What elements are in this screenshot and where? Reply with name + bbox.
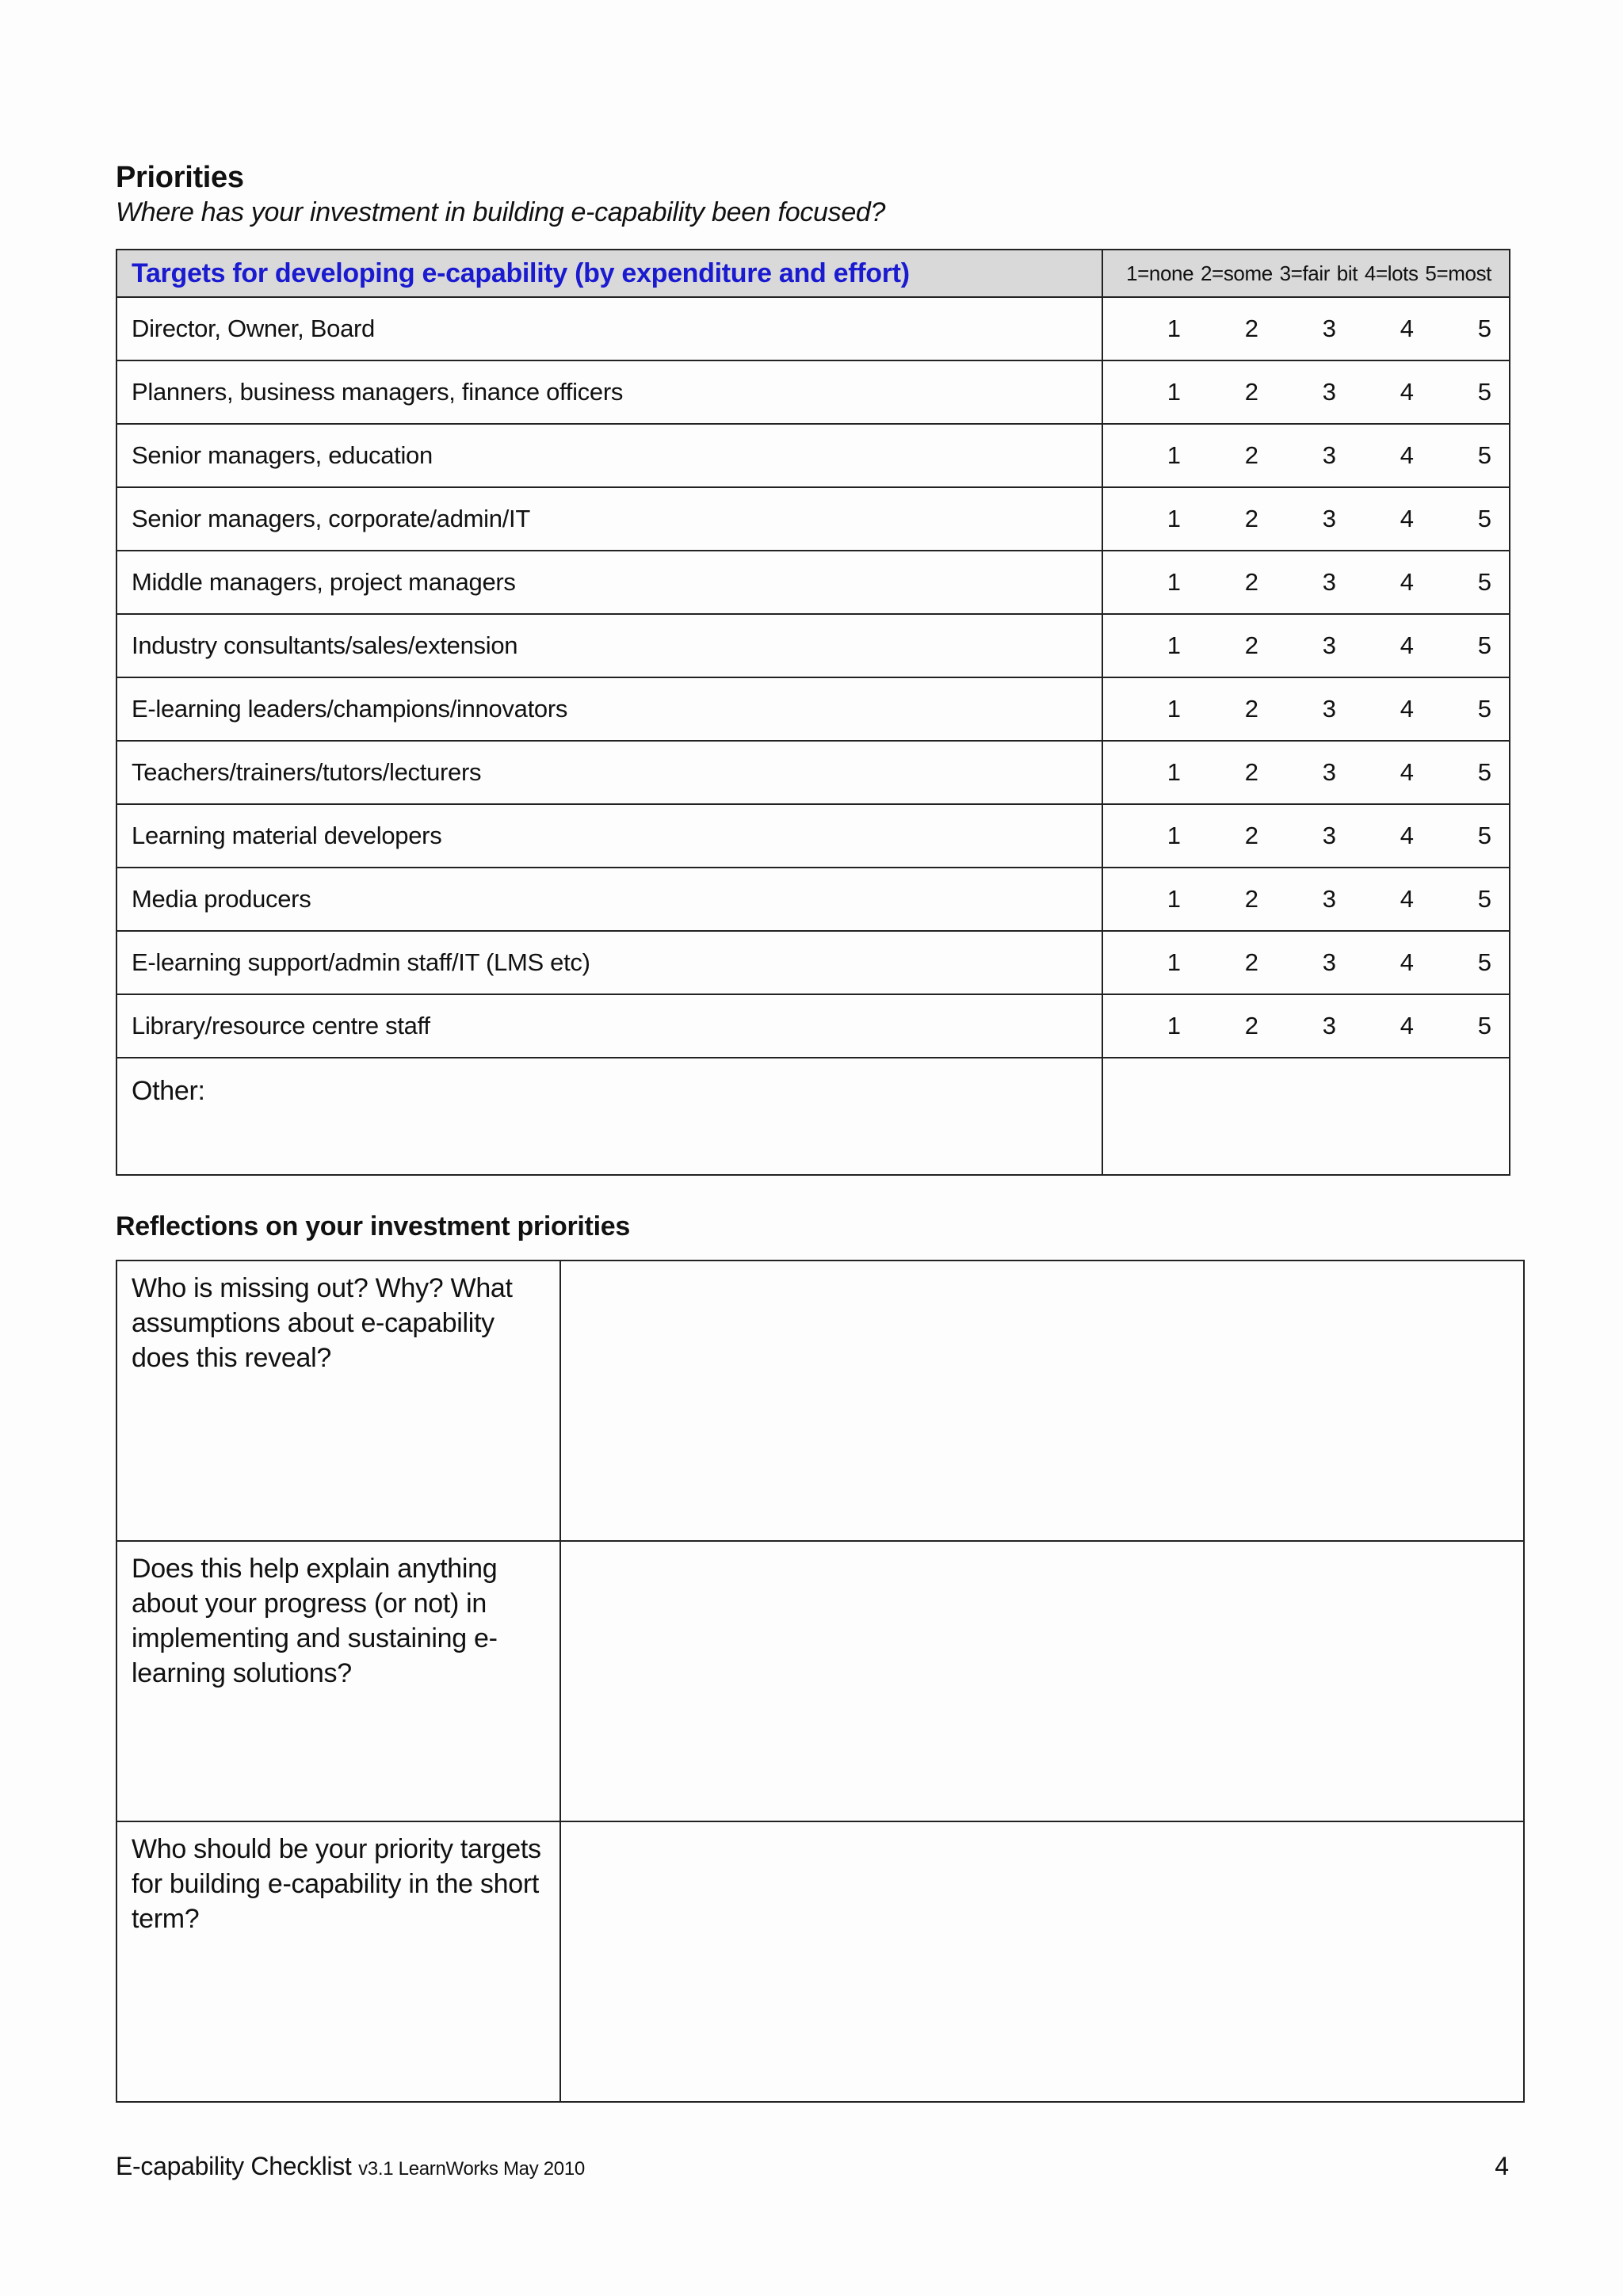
- rating-scale: [1102, 424, 1510, 487]
- other-row: [116, 1058, 1510, 1175]
- rating-scale: [1102, 931, 1510, 994]
- rating-option-3[interactable]: 3: [1322, 695, 1336, 723]
- rating-option-1[interactable]: 1: [1167, 505, 1181, 532]
- rating-option-3[interactable]: 3: [1322, 568, 1336, 596]
- rating-scale: [1102, 297, 1510, 360]
- section-title: Priorities: [116, 161, 244, 194]
- rating-option-5[interactable]: 5: [1477, 378, 1491, 406]
- reflection-row: [116, 1541, 1524, 1821]
- target-row: [116, 677, 1510, 741]
- target-row: [116, 297, 1510, 360]
- rating-option-5[interactable]: 5: [1477, 1012, 1491, 1039]
- other-input-cell[interactable]: [1102, 1058, 1510, 1175]
- rating-option-1[interactable]: 1: [1167, 1012, 1181, 1039]
- rating-option-4[interactable]: 4: [1400, 822, 1414, 849]
- rating-option-5[interactable]: 5: [1477, 758, 1491, 786]
- rating-option-2[interactable]: 2: [1244, 378, 1258, 406]
- target-row-label: E-learning leaders/champions/innovators: [116, 677, 1102, 741]
- rating-option-2[interactable]: 2: [1244, 568, 1258, 596]
- rating-option-5[interactable]: 5: [1477, 822, 1491, 849]
- reflections-table-body: [116, 1261, 1524, 2102]
- targets-header-title: Targets for developing e-capability (by expenditure and effort): [132, 257, 910, 288]
- target-row-label: Teachers/trainers/tutors/lecturers: [116, 741, 1102, 804]
- target-row-label: Media producers: [116, 868, 1102, 931]
- rating-option-1[interactable]: 1: [1167, 378, 1181, 406]
- rating-option-1[interactable]: 1: [1167, 695, 1181, 723]
- target-row: [116, 994, 1510, 1058]
- reflection-question: Who should be your priority targets for building e-capability in the short term?: [116, 1821, 560, 2102]
- rating-option-1[interactable]: 1: [1167, 885, 1181, 913]
- rating-option-4[interactable]: 4: [1400, 441, 1414, 469]
- rating-option-2[interactable]: 2: [1244, 758, 1258, 786]
- rating-option-1[interactable]: 1: [1167, 315, 1181, 342]
- target-row-label: Library/resource centre staff: [116, 994, 1102, 1058]
- reflection-question: Does this help explain anything about your progress (or not) in implementing and sustaining e-learning solutions?: [116, 1541, 560, 1821]
- targets-table-body: [116, 297, 1510, 1058]
- rating-option-5[interactable]: 5: [1477, 568, 1491, 596]
- rating-option-1[interactable]: 1: [1167, 948, 1181, 976]
- rating-option-3[interactable]: 3: [1322, 505, 1336, 532]
- targets-table: [116, 249, 1510, 1176]
- reflections-title: Reflections on your investment priorities: [116, 1211, 630, 1241]
- rating-option-1[interactable]: 1: [1167, 758, 1181, 786]
- rating-scale: [1102, 994, 1510, 1058]
- rating-scale: [1102, 487, 1510, 551]
- reflection-row: [116, 1821, 1524, 2102]
- rating-option-2[interactable]: 2: [1244, 505, 1258, 532]
- rating-option-3[interactable]: 3: [1322, 1012, 1336, 1039]
- reflection-row: [116, 1261, 1524, 1541]
- reflection-answer-cell[interactable]: [560, 1261, 1524, 1541]
- footer-doc-meta: v3.1 LearnWorks May 2010: [358, 2158, 585, 2180]
- rating-option-2[interactable]: 2: [1244, 822, 1258, 849]
- scale-legend: 1=none 2=some 3=fair bit 4=lots 5=most: [1126, 261, 1491, 285]
- target-row: [116, 614, 1510, 677]
- section-subtitle: Where has your investment in building e-capability been focused?: [116, 197, 886, 227]
- rating-scale: [1102, 677, 1510, 741]
- rating-option-1[interactable]: 1: [1167, 568, 1181, 596]
- rating-option-4[interactable]: 4: [1400, 505, 1414, 532]
- rating-option-1[interactable]: 1: [1167, 441, 1181, 469]
- reflection-answer-cell[interactable]: [560, 1821, 1524, 2102]
- rating-option-2[interactable]: 2: [1244, 1012, 1258, 1039]
- target-row: [116, 487, 1510, 551]
- rating-option-5[interactable]: 5: [1477, 631, 1491, 659]
- target-row: [116, 360, 1510, 424]
- rating-option-2[interactable]: 2: [1244, 315, 1258, 342]
- other-label: Other:: [116, 1058, 1102, 1175]
- rating-option-4[interactable]: 4: [1400, 948, 1414, 976]
- rating-option-4[interactable]: 4: [1400, 695, 1414, 723]
- rating-option-5[interactable]: 5: [1477, 505, 1491, 532]
- footer-doc-title: E-capability Checklist: [116, 2152, 352, 2180]
- rating-option-1[interactable]: 1: [1167, 631, 1181, 659]
- target-row-label: Learning material developers: [116, 804, 1102, 868]
- rating-option-3[interactable]: 3: [1322, 631, 1336, 659]
- rating-option-2[interactable]: 2: [1244, 948, 1258, 976]
- rating-option-4[interactable]: 4: [1400, 758, 1414, 786]
- rating-option-4[interactable]: 4: [1400, 568, 1414, 596]
- target-row: [116, 424, 1510, 487]
- target-row-label: Senior managers, corporate/admin/IT: [116, 487, 1102, 551]
- rating-option-3[interactable]: 3: [1322, 948, 1336, 976]
- rating-option-3[interactable]: 3: [1322, 315, 1336, 342]
- rating-scale: [1102, 804, 1510, 868]
- target-row: [116, 741, 1510, 804]
- rating-option-3[interactable]: 3: [1322, 378, 1336, 406]
- page-number: 4: [1495, 2152, 1509, 2180]
- rating-scale: [1102, 868, 1510, 931]
- rating-option-3[interactable]: 3: [1322, 885, 1336, 913]
- rating-option-2[interactable]: 2: [1244, 631, 1258, 659]
- targets-table-header: [116, 250, 1510, 297]
- targets-header-cell: [116, 250, 1102, 297]
- rating-option-2[interactable]: 2: [1244, 441, 1258, 469]
- rating-scale: [1102, 360, 1510, 424]
- rating-option-2[interactable]: 2: [1244, 695, 1258, 723]
- rating-option-4[interactable]: 4: [1400, 631, 1414, 659]
- target-row: [116, 868, 1510, 931]
- target-row-label: Planners, business managers, finance officers: [116, 360, 1102, 424]
- rating-scale: [1102, 741, 1510, 804]
- rating-option-5[interactable]: 5: [1477, 885, 1491, 913]
- footer-document-title: [116, 2152, 585, 2181]
- rating-option-1[interactable]: 1: [1167, 822, 1181, 849]
- page-footer: [116, 2152, 1509, 2181]
- rating-option-5[interactable]: 5: [1477, 948, 1491, 976]
- rating-option-4[interactable]: 4: [1400, 1012, 1414, 1039]
- rating-option-3[interactable]: 3: [1322, 758, 1336, 786]
- target-row-label: E-learning support/admin staff/IT (LMS etc): [116, 931, 1102, 994]
- rating-option-3[interactable]: 3: [1322, 822, 1336, 849]
- rating-option-5[interactable]: 5: [1477, 695, 1491, 723]
- target-row-label: Director, Owner, Board: [116, 297, 1102, 360]
- reflection-answer-cell[interactable]: [560, 1541, 1524, 1821]
- target-row-label: Senior managers, education: [116, 424, 1102, 487]
- target-row: [116, 804, 1510, 868]
- rating-option-3[interactable]: 3: [1322, 441, 1336, 469]
- rating-option-4[interactable]: 4: [1400, 315, 1414, 342]
- rating-option-4[interactable]: 4: [1400, 378, 1414, 406]
- target-row: [116, 551, 1510, 614]
- target-row-label: Industry consultants/sales/extension: [116, 614, 1102, 677]
- rating-option-2[interactable]: 2: [1244, 885, 1258, 913]
- rating-option-4[interactable]: 4: [1400, 885, 1414, 913]
- rating-option-5[interactable]: 5: [1477, 315, 1491, 342]
- reflection-question: Who is missing out? Why? What assumptions about e-capability does this reveal?: [116, 1261, 560, 1541]
- scale-legend-cell: [1102, 250, 1510, 297]
- rating-scale: [1102, 614, 1510, 677]
- rating-option-5[interactable]: 5: [1477, 441, 1491, 469]
- target-row-label: Middle managers, project managers: [116, 551, 1102, 614]
- target-row: [116, 931, 1510, 994]
- rating-scale: [1102, 551, 1510, 614]
- reflections-table: [116, 1260, 1525, 2103]
